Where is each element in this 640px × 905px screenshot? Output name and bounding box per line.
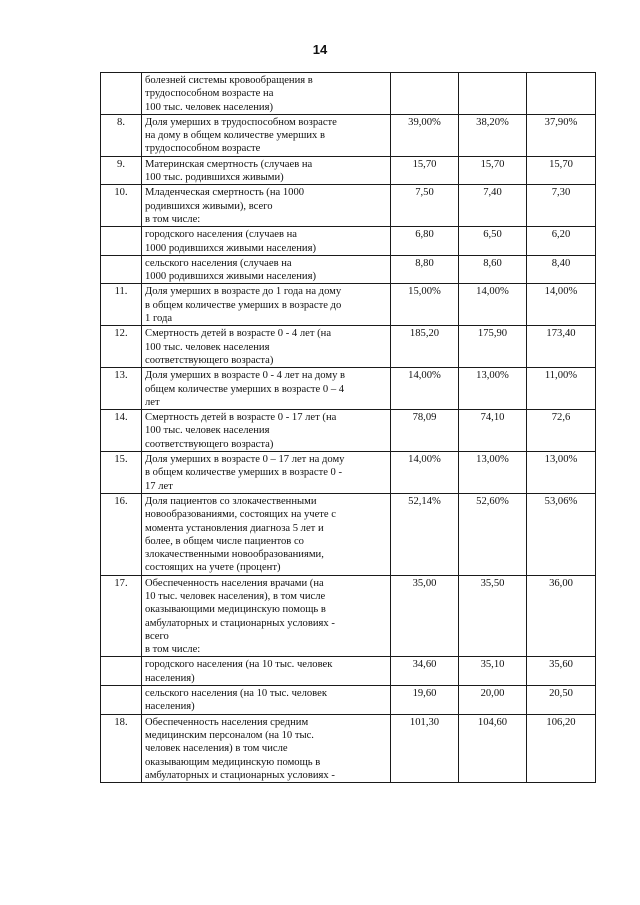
row-number: 14.	[101, 410, 142, 452]
indicator-name-line: амбулаторных и стационарных условиях -	[145, 617, 335, 629]
value-year-1: 8,80	[391, 255, 459, 284]
value-year-3: 14,00%	[527, 284, 596, 326]
table-row	[101, 73, 596, 115]
value-year-3: 11,00%	[527, 368, 596, 410]
value-year-1: 39,00%	[391, 114, 459, 156]
value-year-1: 78,09	[391, 410, 459, 452]
row-number: 8.	[101, 114, 142, 156]
table-row	[101, 156, 596, 185]
indicator-name-line: соответствующего возраста)	[145, 438, 274, 450]
indicator-name-line: злокачественными новообразованиями,	[145, 549, 324, 561]
indicator-name-line: Обеспеченность населения средним	[145, 716, 309, 728]
indicator-name-line: соответствующего возраста)	[145, 354, 274, 366]
value-year-1: 14,00%	[391, 452, 459, 494]
indicator-name-line: 1000 родившихся живыми населения)	[145, 242, 316, 254]
value-year-1: 19,60	[391, 686, 459, 715]
value-year-2: 20,00	[459, 686, 527, 715]
indicator-name-line: 100 тыс. человек населения	[145, 341, 270, 353]
value-year-3: 8,40	[527, 255, 596, 284]
table-row	[101, 686, 596, 715]
value-year-1: 34,60	[391, 657, 459, 686]
value-year-3: 72,6	[527, 410, 596, 452]
indicator-name-line: амбулаторных и стационарных условиях -	[145, 769, 335, 781]
indicator-name-line: городского населения (случаев на	[145, 229, 298, 241]
value-year-1: 15,70	[391, 156, 459, 185]
indicator-name-line: Доля пациентов со злокачественными	[145, 495, 317, 507]
indicator-name	[142, 255, 391, 284]
row-number: 10.	[101, 185, 142, 227]
row-number: 13.	[101, 368, 142, 410]
value-year-1: 7,50	[391, 185, 459, 227]
value-year-1	[391, 73, 459, 115]
value-year-2: 8,60	[459, 255, 527, 284]
indicator-name	[142, 575, 391, 657]
indicator-name-line: 100 тыс. человек населения)	[145, 101, 273, 113]
indicator-name-line: Материнская смертность (случаев на	[145, 158, 313, 170]
row-number: 15.	[101, 452, 142, 494]
indicator-name-line: 10 тыс. человек населения), в том числе	[145, 590, 326, 602]
indicator-name-line: оказывающим медицинскую помощь в	[145, 756, 321, 768]
value-year-2: 13,00%	[459, 452, 527, 494]
indicator-name-line: болезней системы кровообращения в	[145, 75, 313, 86]
indicator-name-line: более, в общем числе пациентов со	[145, 535, 304, 547]
table-row	[101, 714, 596, 782]
indicator-name-line: Смертность детей в возрасте 0 - 4 лет (на	[145, 328, 332, 340]
indicator-name-line: 100 тыс. человек населения	[145, 425, 270, 437]
row-number	[101, 657, 142, 686]
value-year-3	[527, 73, 596, 115]
indicator-name-line: на дому в общем количестве умерших в	[145, 130, 325, 142]
table-body	[101, 73, 596, 783]
indicator-name-line: Доля умерших в возрасте 0 – 17 лет на дому	[145, 454, 345, 466]
indicator-name-line: Обеспеченность населения врачами (на	[145, 577, 324, 589]
indicator-name-line: всего	[145, 630, 169, 642]
table-row	[101, 410, 596, 452]
table-row	[101, 326, 596, 368]
value-year-3: 37,90%	[527, 114, 596, 156]
indicator-name-line: 17 лет	[145, 480, 173, 492]
indicator-name	[142, 657, 391, 686]
row-number	[101, 73, 142, 115]
value-year-2: 13,00%	[459, 368, 527, 410]
indicator-name-line: в общем количестве умерших в возрасте 0 -	[145, 467, 343, 479]
indicator-name-line: трудоспособном возрасте	[145, 143, 261, 155]
indicator-name-line: момента установления диагноза 5 лет и	[145, 522, 324, 534]
value-year-2: 35,10	[459, 657, 527, 686]
value-year-2: 175,90	[459, 326, 527, 368]
value-year-1: 52,14%	[391, 493, 459, 575]
indicator-name-line: новообразованиями, состоящих на учете с	[145, 509, 336, 521]
value-year-2: 52,60%	[459, 493, 527, 575]
row-number: 9.	[101, 156, 142, 185]
indicator-name	[142, 452, 391, 494]
value-year-1: 35,00	[391, 575, 459, 657]
value-year-3: 106,20	[527, 714, 596, 782]
value-year-2: 14,00%	[459, 284, 527, 326]
indicator-name-line: в общем количестве умерших в возрасте до	[145, 299, 342, 311]
row-number: 12.	[101, 326, 142, 368]
value-year-1: 15,00%	[391, 284, 459, 326]
value-year-2: 38,20%	[459, 114, 527, 156]
row-number	[101, 686, 142, 715]
indicator-name-line: населения)	[145, 672, 195, 684]
value-year-3: 15,70	[527, 156, 596, 185]
table-row	[101, 185, 596, 227]
indicator-name-line: сельского населения (на 10 тыс. человек	[145, 688, 327, 700]
value-year-3: 13,00%	[527, 452, 596, 494]
indicator-name-line: медицинским персоналом (на 10 тыс.	[145, 729, 314, 741]
value-year-1: 101,30	[391, 714, 459, 782]
indicator-name-line: лет	[145, 396, 160, 408]
row-number	[101, 255, 142, 284]
indicator-name-line: человек населения) в том числе	[145, 743, 288, 755]
value-year-1: 185,20	[391, 326, 459, 368]
table-row	[101, 493, 596, 575]
indicator-name-line: в том числе:	[145, 213, 201, 225]
value-year-2: 74,10	[459, 410, 527, 452]
table-row	[101, 114, 596, 156]
table-row	[101, 368, 596, 410]
table-row	[101, 575, 596, 657]
value-year-2: 6,50	[459, 227, 527, 256]
indicator-name-line: Смертность детей в возрасте 0 - 17 лет (на	[145, 412, 337, 424]
row-number	[101, 227, 142, 256]
indicator-name	[142, 156, 391, 185]
page-number: 14	[312, 42, 328, 57]
indicator-name-line: Младенческая смертность (на 1000	[145, 187, 305, 199]
indicator-name	[142, 185, 391, 227]
value-year-3: 35,60	[527, 657, 596, 686]
row-number: 17.	[101, 575, 142, 657]
table-row	[101, 227, 596, 256]
indicator-name	[142, 493, 391, 575]
value-year-1: 14,00%	[391, 368, 459, 410]
indicator-name-line: оказывающими медицинскую помощь в	[145, 604, 326, 616]
indicator-name-line: 1000 родившихся живыми населения)	[145, 271, 316, 283]
indicator-name-line: 100 тыс. родившихся живыми)	[145, 172, 284, 184]
indicator-name-line: состоящих на учете (процент)	[145, 562, 281, 574]
indicator-name	[142, 714, 391, 782]
indicator-name-line: городского населения (на 10 тыс. человек	[145, 659, 333, 671]
indicator-name	[142, 227, 391, 256]
indicators-table	[100, 72, 596, 783]
indicator-name	[142, 326, 391, 368]
table-row	[101, 452, 596, 494]
indicator-name-line: населения)	[145, 701, 195, 713]
value-year-2: 35,50	[459, 575, 527, 657]
indicator-name	[142, 410, 391, 452]
value-year-3: 7,30	[527, 185, 596, 227]
row-number: 18.	[101, 714, 142, 782]
value-year-3: 36,00	[527, 575, 596, 657]
indicator-name	[142, 368, 391, 410]
indicator-name-line: трудоспособном возрасте на	[145, 88, 274, 100]
value-year-2: 104,60	[459, 714, 527, 782]
indicator-name-line: Доля умерших в возрасте до 1 года на дому	[145, 286, 342, 298]
indicator-name-line: общем количестве умерших в возрасте 0 – 4	[145, 383, 345, 395]
value-year-3: 53,06%	[527, 493, 596, 575]
value-year-3: 20,50	[527, 686, 596, 715]
table-row	[101, 657, 596, 686]
indicator-name	[142, 686, 391, 715]
indicator-name	[142, 114, 391, 156]
indicator-name-line: Доля умерших в трудоспособном возрасте	[145, 116, 337, 128]
value-year-3: 173,40	[527, 326, 596, 368]
table-row	[101, 284, 596, 326]
indicator-name-line: сельского населения (случаев на	[145, 257, 292, 269]
indicator-name-line: в том числе:	[145, 644, 201, 656]
row-number: 16.	[101, 493, 142, 575]
indicator-name-line: родившихся живыми), всего	[145, 200, 273, 212]
value-year-2: 15,70	[459, 156, 527, 185]
indicator-name	[142, 73, 391, 115]
value-year-3: 6,20	[527, 227, 596, 256]
indicator-name-line: Доля умерших в возрасте 0 - 4 лет на дому в	[145, 370, 346, 382]
row-number: 11.	[101, 284, 142, 326]
indicator-name-line: 1 года	[145, 313, 173, 325]
value-year-1: 6,80	[391, 227, 459, 256]
table-row	[101, 255, 596, 284]
indicator-name	[142, 284, 391, 326]
value-year-2: 7,40	[459, 185, 527, 227]
value-year-2	[459, 73, 527, 115]
